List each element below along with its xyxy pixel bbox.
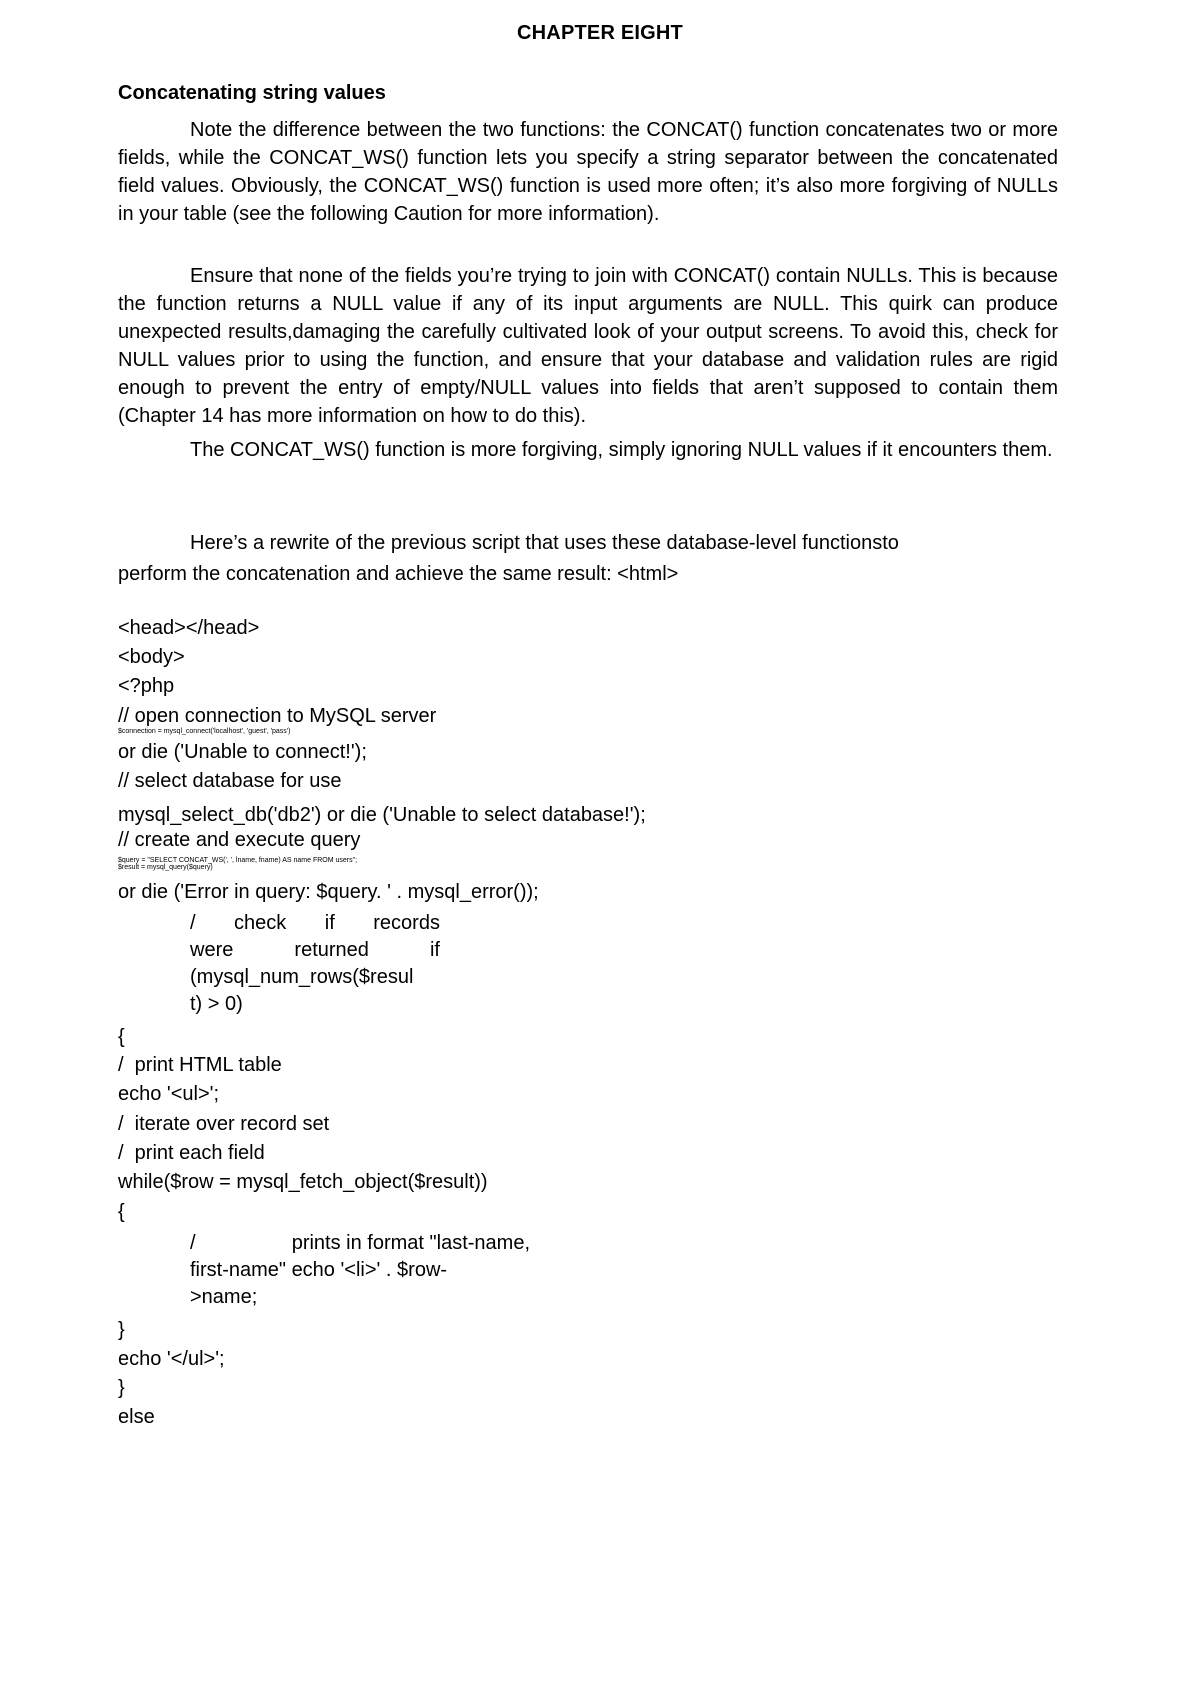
code-comment: // select database for use	[118, 770, 342, 792]
code-word: records	[373, 912, 440, 934]
chapter-title: CHAPTER EIGHT	[517, 22, 683, 44]
code-tiny-line: $result = mysql_query($query)	[118, 864, 213, 871]
code-word: t) > 0)	[190, 993, 243, 1015]
code-justified-line	[190, 1257, 530, 1284]
paragraph-null-warning: Ensure that none of the fields you’re trying to join with CONCAT() contain NULLs. This is because the function returns a NULL value if any of its input arguments are NULL. This quirk can produce unexpected results,damaging the carefully cultivated look of your output screens. To avoid this, check for NULL values prior to using the function, and ensure that your database and validation rules are rigid enough to prevent the entry of empty/NULL values into fields that aren’t supposed to contain them (Chapter 14 has more information on how to do this).	[118, 265, 1058, 427]
code-word: returned	[294, 939, 369, 961]
code-word: prints in format "last-name,	[291, 1232, 530, 1254]
code-line: or die ('Error in query: $query. ' . mysql_error());	[118, 881, 539, 903]
code-brace: {	[118, 1201, 125, 1223]
code-justified-line	[190, 991, 440, 1018]
code-line: <head></head>	[118, 617, 260, 639]
paragraph-script-intro	[118, 528, 1058, 590]
code-brace: }	[118, 1319, 125, 1341]
code-line: or die ('Unable to connect!');	[118, 741, 367, 763]
intro-line: Here’s a rewrite of the previous script that uses these database-level functionsto	[190, 532, 899, 554]
code-word: check	[234, 912, 287, 934]
code-tiny-line: $connection = mysql_connect('localhost', 'guest', 'pass')	[118, 728, 291, 735]
code-line: <?php	[118, 675, 175, 697]
code-justified-line	[190, 1284, 530, 1311]
code-word: >name;	[190, 1286, 258, 1308]
code-justified-line	[190, 964, 440, 991]
code-word: if	[324, 912, 335, 934]
code-brace: {	[118, 1026, 125, 1048]
code-line: else	[118, 1406, 155, 1428]
code-comment: / print each field	[118, 1142, 265, 1164]
code-justified-line	[190, 910, 440, 937]
code-line: <body>	[118, 646, 185, 668]
code-comment: // create and execute query	[118, 829, 361, 851]
code-word: first-name" echo '<li>' . $row-	[190, 1259, 448, 1281]
paragraph-concat-difference: Note the difference between the two functions: the CONCAT() function concatenates two or more fields, while the CONCAT_WS() function lets you specify a string separator between the concatenated field values. Obviously, the CONCAT_WS() function is used more often; it’s also more forgiving of NULLs in your table (see the following Caution for more information).	[118, 119, 1058, 225]
code-word: if	[429, 939, 440, 961]
code-line: mysql_select_db('db2') or die ('Unable to select database!');	[118, 804, 646, 826]
intro-line: perform the concatenation and achieve the same result: <html>	[118, 563, 679, 585]
code-justified-line	[190, 937, 440, 964]
code-word: /	[190, 912, 196, 934]
code-comment: // open connection to MySQL server	[118, 705, 437, 727]
code-word: /	[190, 1232, 196, 1254]
code-format-comment-block	[190, 1230, 530, 1311]
code-check-records-block	[190, 910, 440, 1018]
code-word: (mysql_num_rows($resul	[190, 966, 414, 988]
code-tiny-line: $query = "SELECT CONCAT_WS(', ', lname, fname) AS name FROM users";	[118, 857, 358, 864]
section-heading: Concatenating string values	[118, 82, 386, 104]
code-comment: / print HTML table	[118, 1054, 282, 1076]
code-word: were	[190, 939, 234, 961]
code-line: echo '</ul>';	[118, 1348, 225, 1370]
code-comment: / iterate over record set	[118, 1113, 330, 1135]
code-justified-line	[190, 1230, 530, 1257]
code-line: while($row = mysql_fetch_object($result))	[118, 1171, 488, 1193]
code-brace: }	[118, 1377, 125, 1399]
paragraph-concat-ws-forgiving: The CONCAT_WS() function is more forgiving, simply ignoring NULL values if it encounters them.	[190, 439, 1053, 461]
code-line: echo '<ul>';	[118, 1083, 220, 1105]
